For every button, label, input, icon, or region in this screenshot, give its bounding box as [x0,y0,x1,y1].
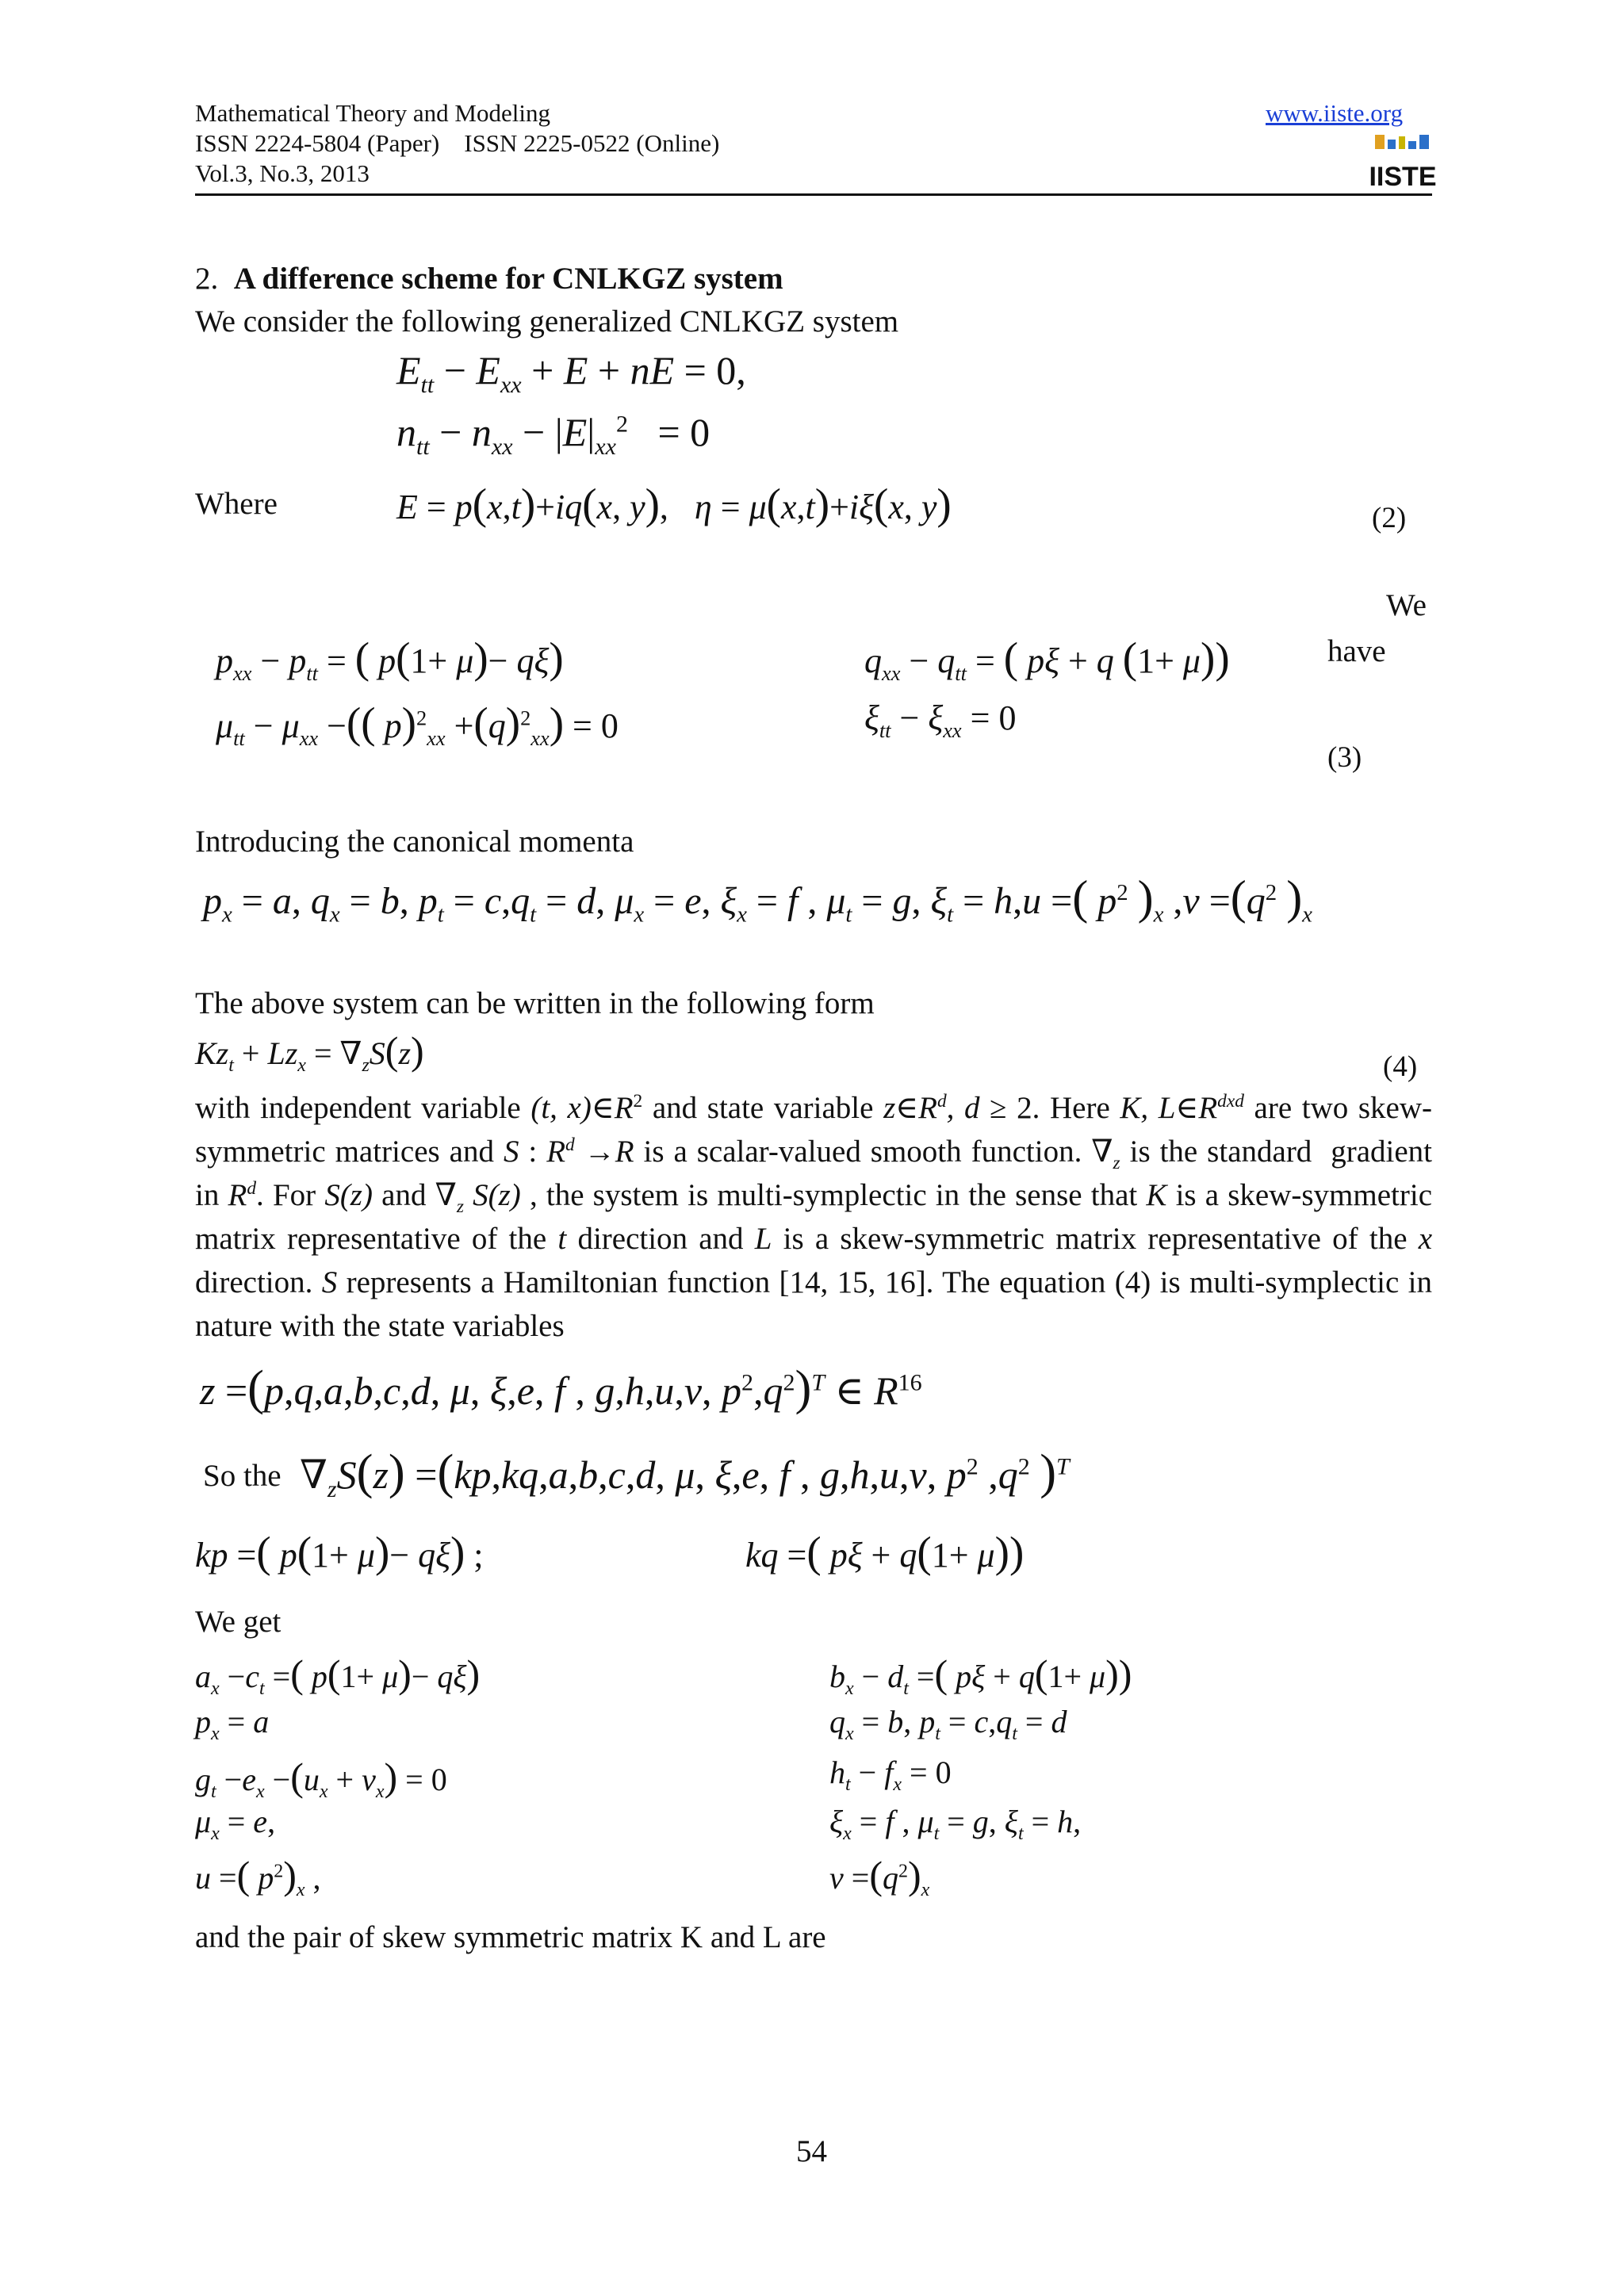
iiste-logo [1369,133,1437,192]
equation-number-4: (4) [1383,1050,1418,1083]
section-title: A difference scheme for CNLKGZ system [233,262,783,296]
equation-q: $q_{xx} - q_{tt}$ = ( pξ + q (1+ μ)) [864,633,1230,685]
journal-website-link[interactable]: www.iiste.org [1266,99,1404,127]
issn-line: ISSN 2224-5804 (Paper) ISSN 2225-0522 (Online) [195,129,720,157]
equation-p: $p_{xx} - p_{tt}$ = ( p(1+ μ)− qξ) [216,633,564,685]
equation-definitions: E = p(x,t)+iq(x, y), η = μ(x,t)+iξ(x, y) [396,480,952,528]
system-eq-b: $b_x - d_t$ =( pξ + q(1+ μ)) [829,1651,1132,1699]
state-vector-equation: z =(p,q,a,b,c,d, μ, ξ,e, f , g,h,u,v, $p^2,q^2)^T$ ∈ $R^{16}$ [200,1360,922,1415]
equation-mu: $\mu_{tt} - \mu_{xx}$ −(( $p)^2_{xx} +(q)^2_{xx}) = 0$ [216,698,619,750]
journal-name: Mathematical Theory and Modeling [195,99,550,127]
equation-e: $E_{tt} - E_{xx} + E$ + nE = 0, [396,348,746,398]
so-the-label: So the [203,1459,282,1493]
multisymplectic-paragraph: with independent variable (t, $x)\in R^2$ and state variable $z\in R^d$, d ≥ 2. Here K, $L\in R^{dxd}$ are two skew-symmetric matrices and S : $R^d \to R$ is a scalar-valued smooth function. $\nabla_z$ is the standard gradient in $R^d$. For S(z) and $\nabla_z$ S(z) , the system is multi-symplectic in the sense that K is a skew-symmetric matrix representative of the t direction and L is a skew-symmetric matrix representative of the x direction. S represents a Hamiltonian function [14, 15, 16]. The equation (4) is multi-symplectic in nature with the state variables [195,1091,1433,1343]
equation-number-2: (2) [1372,502,1407,534]
system-eq-a: $a_x -c_t$ =( p(1+ μ)− qξ) [195,1651,481,1699]
equation-n: $n_{tt} - n_{xx} - |E|_{xx}^2$ = 0 [396,410,710,460]
skew-matrix-text: and the pair of skew symmetric matrix K and L are [195,1920,826,1954]
volume-line: Vol.3, No.3, 2013 [195,159,370,187]
system-eq-px: $p_x = a$ [195,1704,270,1744]
canonical-text: Introducing the canonical momenta [195,825,634,859]
system-eq-u: u =( $p^2)_x$ , [195,1853,321,1900]
header-rule [195,193,1432,196]
we-get-label: We get [195,1605,282,1639]
kp-definition: kp =( p(1+ μ)− qξ) ; [195,1528,484,1576]
equation-multisymplectic: $Kz_t + Lz_x = \nabla_zS(z)$ [195,1028,424,1076]
iiste-logo-text: IISTE [1369,162,1437,192]
system-eq-qx: $q_x = b$, $p_t = c,q_t = d$ [829,1704,1067,1744]
where-label: Where [195,487,278,521]
section-number: 2. [195,262,219,296]
we-label: We [1386,588,1427,622]
have-label: have [1327,634,1386,668]
section-heading [195,260,783,298]
system-eq-g: $g_t -e_x -(u_x + v_x) = 0$ [195,1755,447,1802]
canonical-momenta-equation: $p_x = a$, $q_x = b$, $p_t = c,q_t = d$, $\mu_x = e$, $\xi_x = f$ , $\mu_t = g$, $\xi_t = h,u$ =( $p^2$ )$_x$ $,v =(q^2$ )$_x$ [203,871,1312,928]
system-eq-mux: $\mu_x = e$, [195,1804,276,1844]
equation-number-3: (3) [1327,741,1362,774]
system-eq-xix: $\xi_x = f$ , $\mu_t = g$, $\xi_t = h$, [829,1804,1082,1844]
system-eq-h: $h_t - f_x = 0$ [829,1755,952,1795]
page-number: 54 [796,2134,827,2168]
equation-xi: $\xi_{tt} - \xi_{xx} = 0$ [864,698,1017,742]
intro-text: We consider the following generalized CNLKGZ system [195,304,899,339]
kq-definition: kq =( pξ + q(1+ μ)) [745,1528,1025,1576]
form-text: The above system can be written in the following form [195,986,875,1020]
gradient-equation: $\nabla_zS(z) =(kp,kq,a,b,c,d$, μ, ξ,e, f , g,h,u,v, $p^2$ $,q^2$ )$^T$ [300,1444,1070,1502]
system-eq-v: $v =(q^2)_x$ [829,1853,930,1900]
